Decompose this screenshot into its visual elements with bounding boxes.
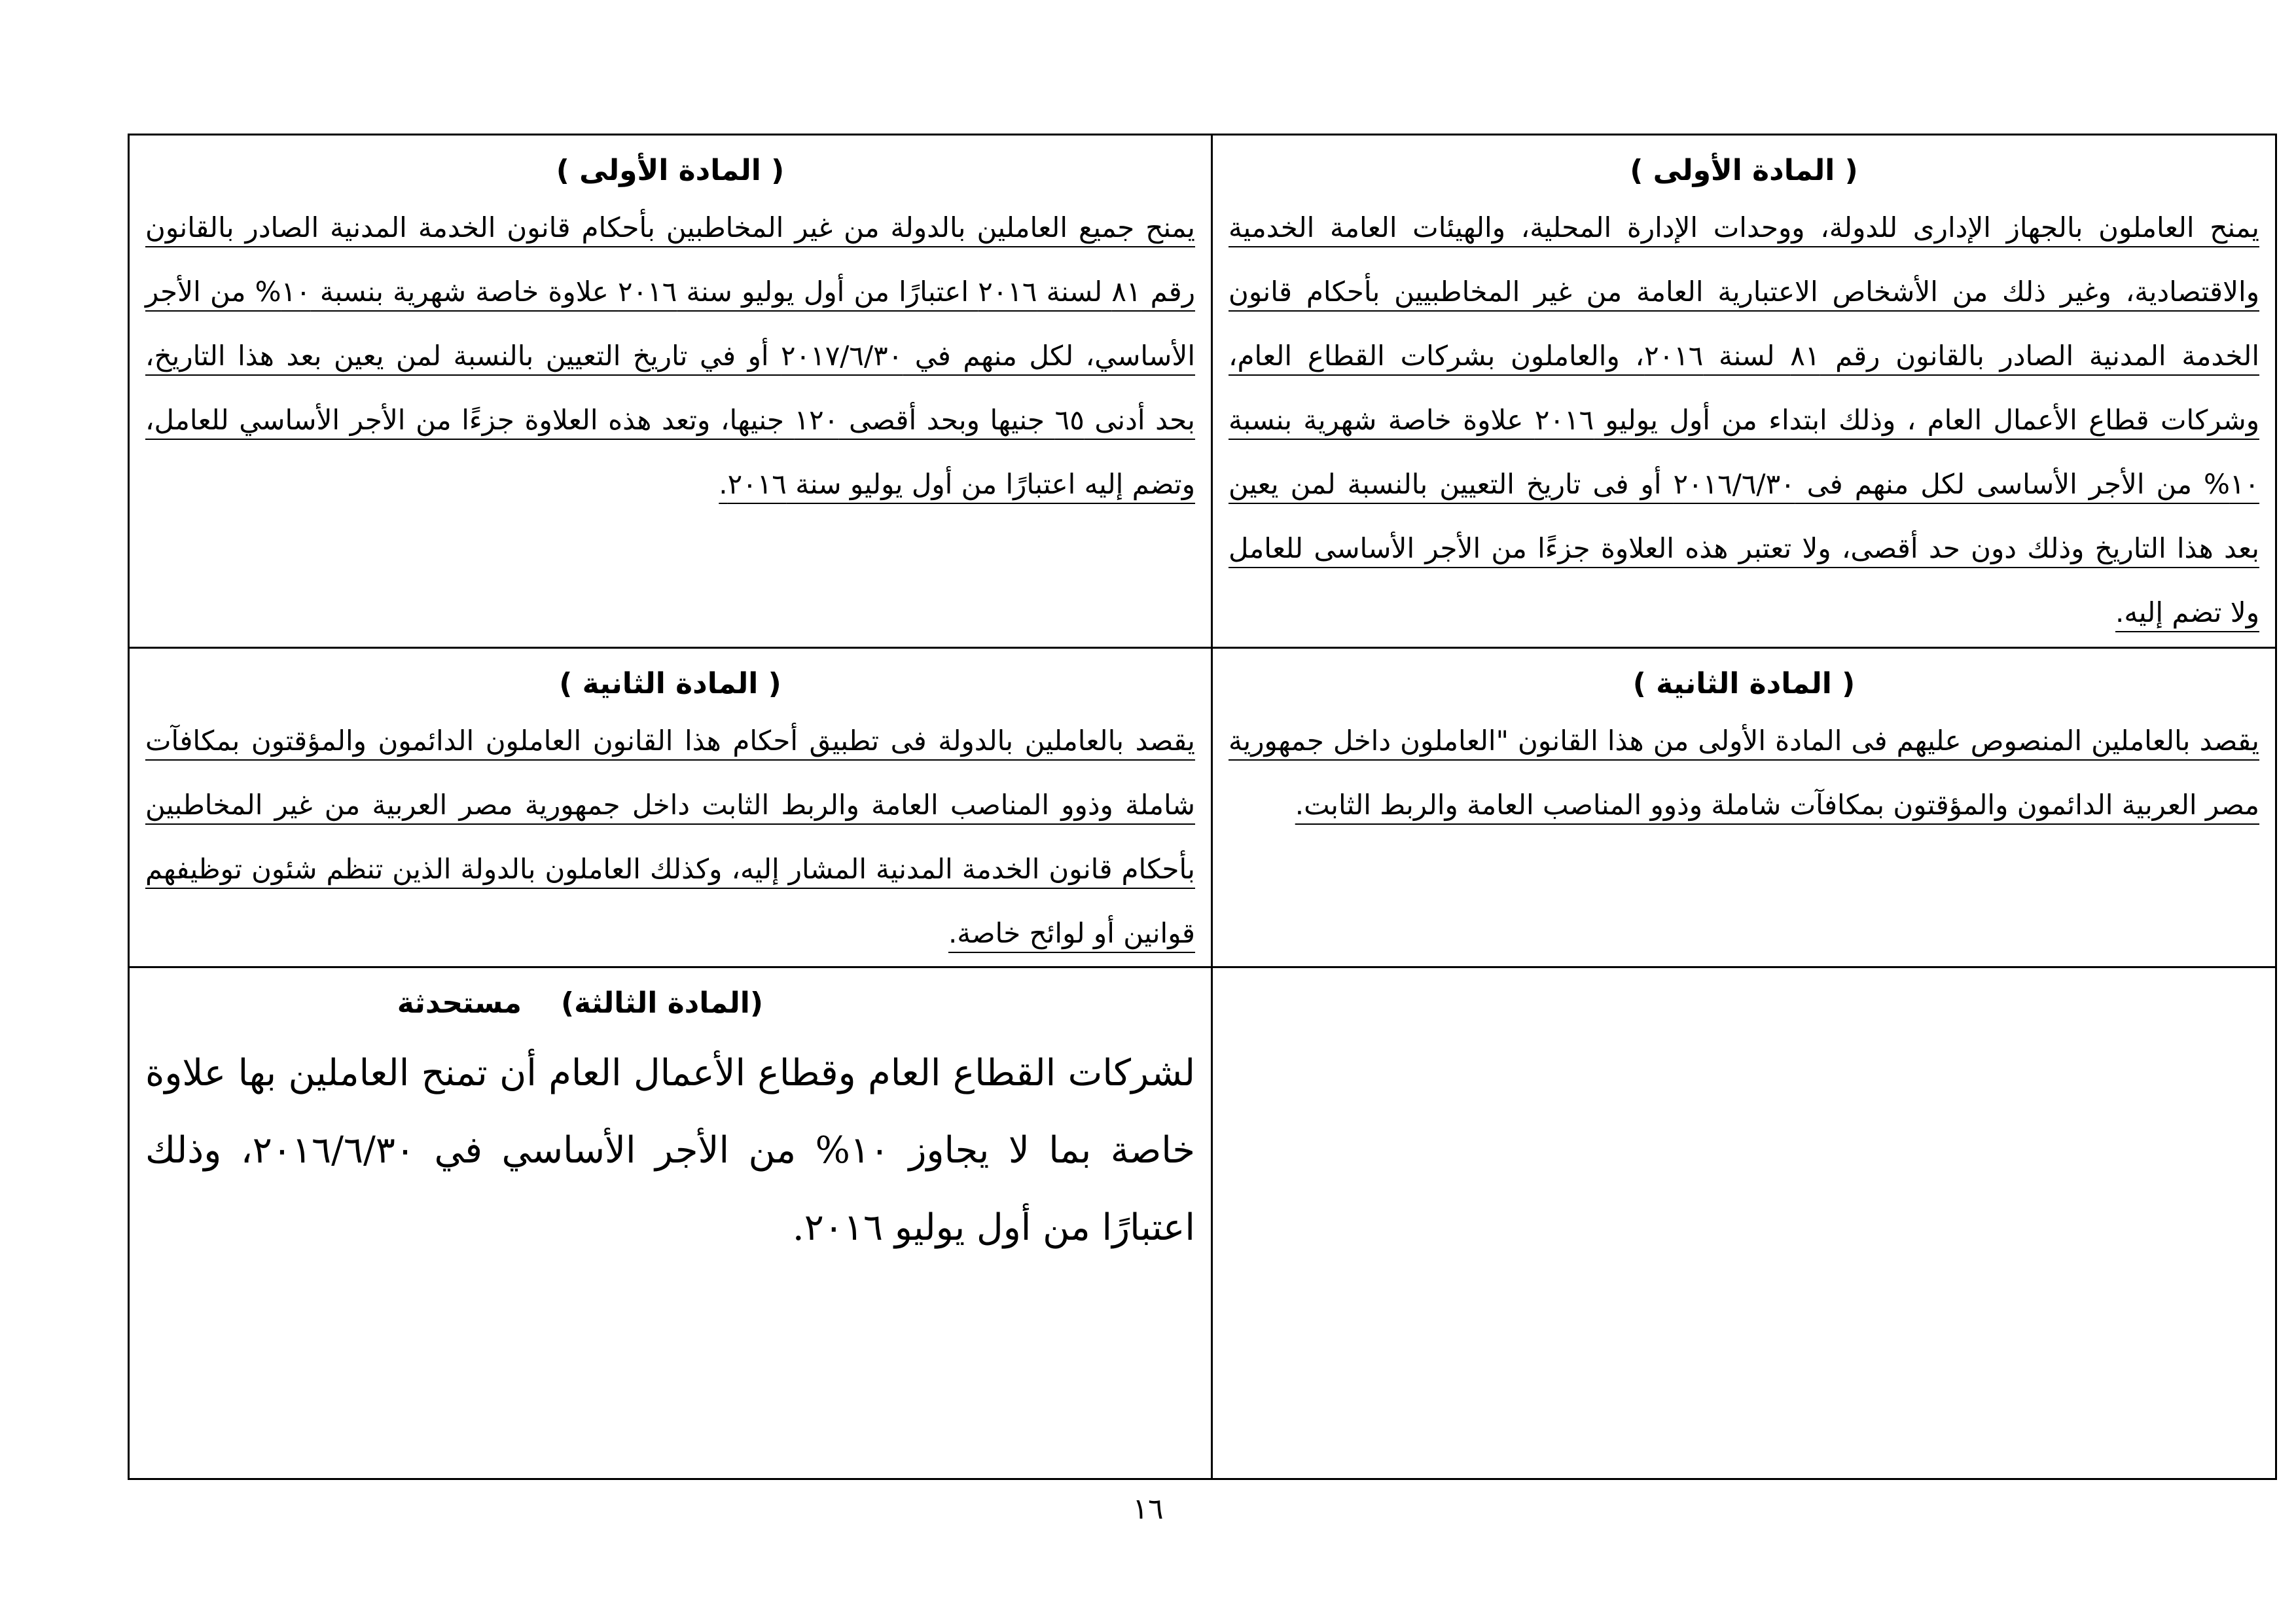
table-row <box>129 648 2276 967</box>
article-2-new-heading: ( المادة الثانية ) <box>559 667 781 700</box>
article-3-old-cell <box>1212 967 2276 1479</box>
new-article-tag: مستحدثة <box>397 986 522 1020</box>
article-1-new-heading: ( المادة الأولى ) <box>556 154 785 187</box>
article-1-old-text: يمنح العاملون بالجهاز الإدارى للدولة، ووحدات الإدارة المحلية، والهيئات العامة الخدمية والاقتصادية، وغير ذلك من الأشخاص الاعتبارية العامة من غير المخاطبيين بأحكام قانون الخدمة المدنية الصادر بالقانون رقم ٨١ لسنة ٢٠١٦، والعاملون بشركات القطاع العام، وشركات قطاع الأعمال العام ، وذلك ابتداء من أول يوليو ٢٠١٦ علاوة خاصة شهرية بنسبة ١٠% من الأجر الأساسى لكل منهم فى ٢٠١٦/٦/٣٠ أو فى تاريخ التعيين بالنسبة لمن يعين بعد هذا التاريخ وذلك دون حد أقصى، ولا تعتبر هذه العلاوة جزءًا من الأجر الأساسى للعامل ولا تضم إليه. <box>1229 211 2259 628</box>
article-1-old-heading: ( المادة الأولى ) <box>1630 154 1858 187</box>
page-number: ١٦ <box>1132 1492 1164 1526</box>
article-2-new-cell <box>129 648 1212 967</box>
article-3-new-heading <box>145 979 1195 1028</box>
article-3-title: (المادة الثالثة) <box>561 986 763 1020</box>
article-1-old-cell <box>1212 135 2276 648</box>
article-3-new-text: لشركات القطاع العام وقطاع الأعمال العام أن تمنح العاملين بها علاوة خاصة بما لا يجاوز ١٠% من الأجر الأساسي في ٢٠١٦/٦/٣٠، وذلك اعتبارًا من أول يوليو ٢٠١٦. <box>145 1052 1195 1249</box>
table-row <box>129 967 2276 1479</box>
table-row <box>129 135 2276 648</box>
article-2-old-cell <box>1212 648 2276 967</box>
article-2-new-text: يقصد بالعاملين بالدولة فى تطبيق أحكام هذا القانون العاملون الدائمون والمؤقتون بمكافآت شاملة وذوو المناصب العامة والربط الثابت داخل جمهورية مصر العربية من غير المخاطبين بأحكام قانون الخدمة المدنية المشار إليه، وكذلك العاملون بالدولة الذين تنظم شئون توظيفهم قوانين أو لوائح خاصة. <box>145 725 1195 949</box>
article-2-old-text: يقصد بالعاملين المنصوص عليهم فى المادة الأولى من هذا القانون "العاملون داخل جمهورية مصر العربية الدائمون والمؤقتون بمكافآت شاملة وذوو المناصب العامة والربط الثابت. <box>1229 725 2259 821</box>
article-3-new-cell <box>129 967 1212 1479</box>
article-2-old-heading: ( المادة الثانية ) <box>1632 667 1856 700</box>
article-1-new-cell <box>129 135 1212 648</box>
article-1-new-text: يمنح جميع العاملين بالدولة من غير المخاطبين بأحكام قانون الخدمة المدنية الصادر بالقانون رقم ٨١ لسنة ٢٠١٦ اعتبارًا من أول يوليو سنة ٢٠١٦ علاوة خاصة شهرية بنسبة ١٠% من الأجر الأساسي، لكل منهم في ٢٠١٧/٦/٣٠ أو في تاريخ التعيين بالنسبة لمن يعين بعد هذا التاريخ، بحد أدنى ٦٥ جنيها وبحد أقصى ١٢٠ جنيها، وتعد هذه العلاوة جزءًا من الأجر الأساسي للعامل، وتضم إليه اعتبارًا من أول يوليو سنة ٢٠١٦. <box>145 211 1196 500</box>
comparison-table <box>128 134 2277 1480</box>
